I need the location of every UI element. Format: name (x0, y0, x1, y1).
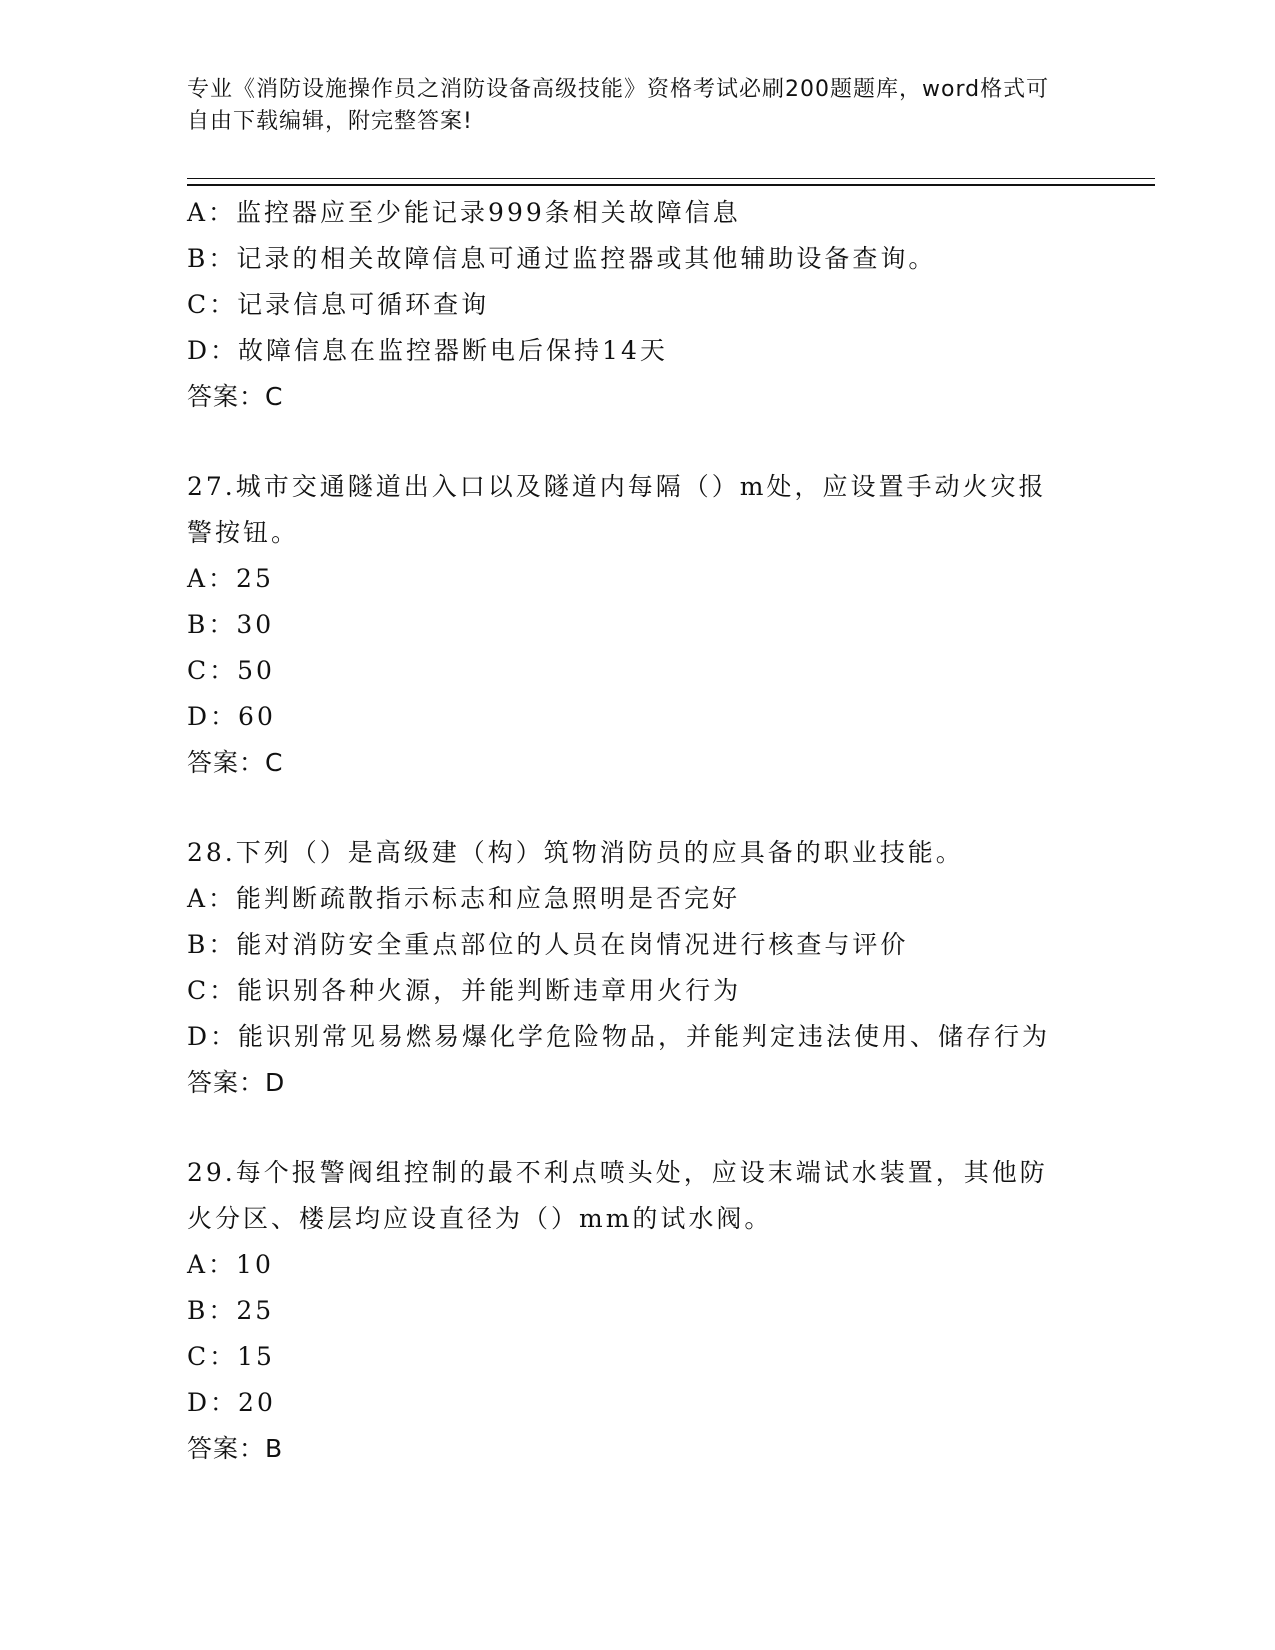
option-c: C：能识别各种火源，并能判断违章用火行为 (187, 976, 742, 1005)
question-28 (187, 830, 1087, 1106)
question-stem: 29.每个报警阀组控制的最不利点喷头处，应设末端试水装置，其他防火分区、楼层均应设直径为（）mm的试水阀。 (187, 1158, 1048, 1233)
option-c: C：50 (187, 656, 275, 685)
answer-line: 答案：B (187, 1434, 284, 1463)
question-stem: 27.城市交通隧道出入口以及隧道内每隔（）m处，应设置手动火灾报警按钮。 (187, 472, 1047, 547)
option-a: A：25 (187, 564, 274, 593)
option-b: B：记录的相关故障信息可通过监控器或其他辅助设备查询。 (187, 244, 937, 273)
option-a: A：能判断疏散指示标志和应急照明是否完好 (187, 884, 741, 913)
option-a: A：10 (187, 1250, 274, 1279)
option-a: A：监控器应至少能记录999条相关故障信息 (187, 198, 741, 227)
option-b: B：30 (187, 610, 275, 639)
option-c: C：记录信息可循环查询 (187, 290, 490, 319)
question-29 (187, 1150, 1087, 1472)
header-divider (187, 178, 1155, 186)
answer-line: 答案：C (187, 382, 284, 411)
question-27 (187, 464, 1087, 786)
answer-line: 答案：D (187, 1068, 286, 1097)
option-b: B：能对消防安全重点部位的人员在岗情况进行核查与评价 (187, 930, 909, 959)
question-26-continued (187, 190, 1087, 420)
option-d: D：能识别常见易燃易爆化学危险物品，并能判定违法使用、储存行为 (187, 1022, 1051, 1051)
question-list (187, 190, 1087, 1472)
option-c: C：15 (187, 1342, 275, 1371)
option-b: B：25 (187, 1296, 275, 1325)
question-stem: 28.下列（）是高级建（构）筑物消防员的应具备的职业技能。 (187, 838, 964, 867)
page-header: 专业《消防设施操作员之消防设备高级技能》资格考试必刷200题题库，word格式可自由下载编辑，附完整答案! (187, 77, 1050, 134)
answer-line: 答案：C (187, 748, 284, 777)
option-d: D：故障信息在监控器断电后保持14天 (187, 336, 668, 365)
option-d: D：20 (187, 1388, 276, 1417)
option-d: D：60 (187, 702, 276, 731)
